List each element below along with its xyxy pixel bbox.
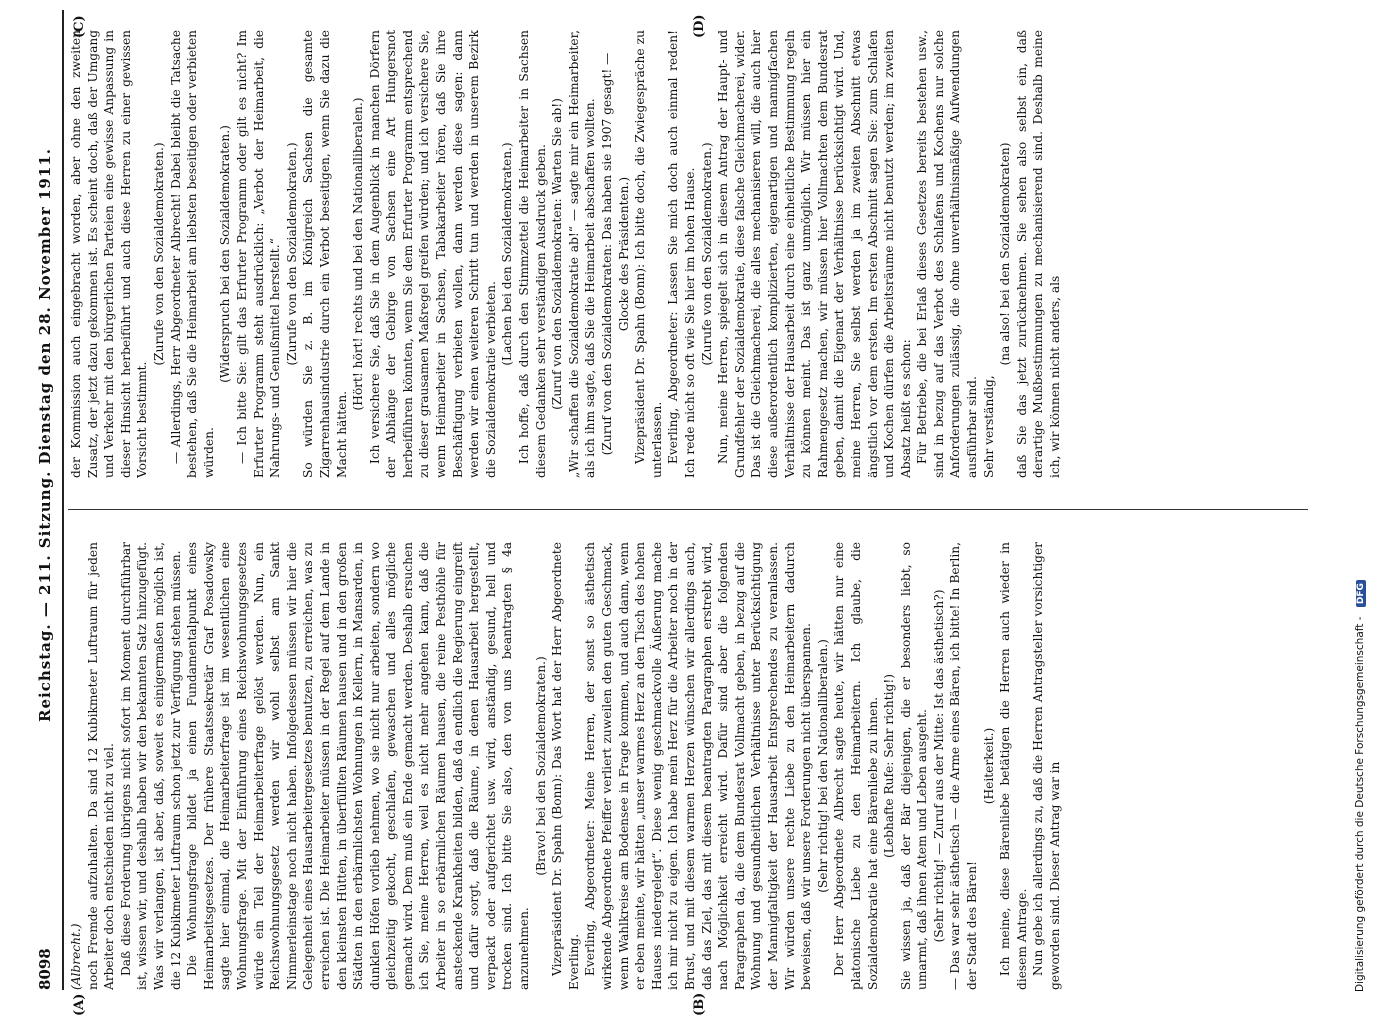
paragraph: (Heiterkeit.) bbox=[981, 727, 996, 805]
paragraph: (Zuruf von den Sozialdemokraten: Das haben sie 1907 gesagt! — Glocke des Präsidenten.) bbox=[600, 52, 631, 456]
rotated-page bbox=[32, 10, 1332, 1016]
paragraph: Vizepräsident Dr. Spahn (Bonn): Das Wort hat der Herr Abgeordnete Everling. bbox=[550, 542, 581, 990]
paragraph: (Bravo! bei den Sozialdemokraten.) bbox=[533, 656, 548, 876]
paragraph: (Lebhafte Rufe: Sehr richtig!) bbox=[882, 674, 897, 858]
paragraph: Everling, Abgeordneter: Lassen Sie mich doch auch einmal reden! Ich rede nicht so oft wie Sie hier im hohen Hause. bbox=[666, 30, 697, 478]
paragraph: daß Sie das jetzt zurücknehmen. Sie sehen also selbst ein, daß derartige Mußbestimmungen zu mechanisierend sind. Deshalb meine ich, wir können nicht anders, als bbox=[1014, 30, 1063, 478]
paragraph: Everling, Abgeordneter: Meine Herren, der sonst so ästhetisch wirkende Abgeordnete Pfeiffer verliert zuweilen den guten Geschmack, wenn Wahlkreise am Bodensee in Frage kommen, und auch dann, wenn er eben meinte, wir hätten „unser warmes Herz an den Tisch des hohen Hauses niedergelegt“. Diese wenig geschmackvolle Äußerung mache ich mir nicht zu eigen. Ich habe mein Herz für die Arbeiter noch in der Brust, und mit diesem warmen Herzen wünschen wir allerdings auch, daß das Ziel, das mit diesem beantragten Paragraphen erstrebt wird, nach Möglichkeit erreicht wird. Dafür sind aber die folgenden Paragraphen da, die dem Bundesrat Vollmacht geben, in bezug auf die Wohnung und gesundheitlichen Verhältnisse unter Berücksichtigung der Mannigfaltigkeit der Hausarbeit Entsprechendes zu veranlassen. Wir würden unsere rechte Liebe zu den Heimarbeitern dadurch beweisen, daß wir unsere Forderungen nicht überspannen. bbox=[583, 542, 814, 990]
page-header bbox=[32, 10, 64, 990]
digitization-note bbox=[1340, 8, 1380, 992]
paragraph: Sehr verständig, bbox=[981, 375, 996, 478]
margin-mark-a: (A) bbox=[72, 993, 87, 1016]
paragraph: — Das war sehr ästhetisch — die Arme eines Bären, ich bitte! In Berlin, der Stadt des Bären! bbox=[948, 542, 980, 990]
page-number: 8098 bbox=[36, 948, 54, 990]
paragraph: (na also! bei den Sozialdemokraten) bbox=[998, 142, 1013, 366]
paragraph: Für Betriebe, die bei Erlaß dieses Gesetzes bereits bestehen usw., sind in bezug auf das Verbot des Schlafens und Kochens nur solche Anforderungen zulässig, die ohne unverhältnismäßige Aufwendungen ausführbar sind. bbox=[915, 30, 980, 478]
paragraph: — Allerdings, Herr Abgeordneter Albrecht! Dabei bleibt die Tatsache bestehen, daß Sie die Heimarbeit am liebsten beseitigen oder verbieten würden. bbox=[168, 30, 216, 478]
paragraph: Ich meine, diese Bärenliebe betätigen die Herren auch wieder in diesem Antrage. bbox=[998, 542, 1029, 990]
paragraph: So würden Sie z. B. im Königreich Sachsen die gesamte Zigarrenhausindustrie durch ein Verbot beseitigen, wenn Sie dazu die Macht hätten. bbox=[301, 30, 349, 478]
paragraph: (Hört! hört! rechts und bei den Nationalliberalen.) bbox=[351, 97, 366, 411]
margin-mark-b: (B) bbox=[692, 992, 707, 1016]
paragraph: (Lachen bei den Sozialdemokraten.) bbox=[500, 142, 515, 366]
paragraph: (Zurufe von den Sozialdemokraten.) bbox=[699, 142, 714, 366]
paragraph: (Albrecht.) bbox=[69, 923, 83, 990]
paragraph: „Wir schaffen die Sozialdemokratie ab!“ — sagte mir ein Heimarbeiter, als ich ihm sagte, daß Sie die Heimarbeit abschaffen wollten. bbox=[566, 30, 598, 478]
paragraph: (Widerspruch bei den Sozialdemokraten.) bbox=[218, 125, 233, 383]
paragraph: (Sehr richtig! bei den Nationalliberalen.) bbox=[815, 639, 830, 893]
left-column bbox=[68, 542, 1308, 990]
paragraph: noch Fremde aufzuhalten. Da sind 12 Kubikmeter Luftraum für jeden Arbeiter doch entschieden nicht zu viel. bbox=[85, 542, 117, 990]
paragraph: Vizepräsident Dr. Spahn (Bonn): Ich bitte doch, die Zwiegespräche zu unterlassen. bbox=[633, 30, 664, 478]
margin-mark-c: (C) bbox=[72, 15, 87, 38]
paragraph: der Kommission auch eingebracht worden, aber ohne den zweiten Zusatz, der jetzt dazu gekommen ist. Es scheint doch, daß der Umgang und Verkehr mit den bürgerlichen Parteien eine gewisse Anpassung in dieser Hinsicht herbeiführt und auch diese Herren zu einer gewissen Vorsicht bestimmt. bbox=[69, 30, 150, 478]
paragraph: (Zurufe von den Sozialdemokraten.) bbox=[151, 142, 166, 366]
dfg-logo: DFG bbox=[1356, 580, 1366, 607]
right-column bbox=[68, 30, 1308, 478]
paragraph: — Ich bitte Sie: gilt das Erfurter Programm oder gilt es nicht? Im Erfurter Programm steht ausdrücklich: „Verbot der Heimarbeit, die Nahrungs- und Genußmittel herstellt.“ bbox=[234, 30, 283, 478]
paragraph: Der Herr Abgeordnete Albrecht sagte heute, wir hätten nur eine platonische Liebe zu den Heimarbeitern. Ich glaube, die Sozialdemokratie hat eine Bärenliebe zu ihnen. bbox=[832, 542, 880, 990]
paragraph: Die Wohnungsfrage bildet ja einen Fundamentalpunkt eines Heimarbeitsgesetzes. Der frühere Staatssekretär Graf Posadowsky sagte hier einmal, die Heimarbeiterfrage ist im wesentlichen eine Wohnungsfrage. Mit der Einführung eines Reichswohnungsgesetzes würde ein Teil der Heimarbeiterfrage gelöst werden. Nun, ein Reichswohnungsgesetz werden wir wohl selbst am Sankt Nimmerleinstage noch nicht haben. Infolgedessen müssen wir hier die Gelegenheit eines Hausarbeitergesetzes benutzen, zu erreichen, was zu erreichen ist. Die Heimarbeiter müssen in der Regel auf dem Lande in den kleinsten Hütten, in überfüllten Räumen hausen und in den großen Städten in den erbärmlichsten Wohnungen in Kellern, in Mansarden, in dunklen Höfen vorlieb nehmen, wo sie nicht nur arbeiten, sondern wo gleichzeitig gekocht, geschlafen, gewaschen und alles mögliche gemacht wird. Dem muß ein Ende gemacht werden. Deshalb ersuchen ich Sie, meine Herren, weil es nicht mehr angehen kann, daß die Arbeiter in so erbärmlichen Räumen hausen, die reine Pesthöhle für ansteckende Krankheiten bilden, daß da endlich die Regierung eingreift und dafür sorgt, daß die Räume, in denen Hausarbeit hergestellt, verpackt oder aufgerichtet usw. wird, anständig, gesund, hell und trocken sind. Ich bitte Sie also, den von uns beantragten § 4a anzunehmen. bbox=[185, 542, 532, 990]
paragraph: Nun gebe ich allerdings zu, daß die Herren Antragsteller vorsichtiger geworden sind. Dieser Antrag war in bbox=[1031, 542, 1063, 990]
margin-mark-d: (D) bbox=[692, 14, 707, 38]
digitization-text: Digitalisierung gefördert durch die Deutsche Forschungsgemeinschaft - bbox=[1354, 616, 1366, 992]
paragraph: Daß diese Forderung übrigens nicht sofort im Moment durchführbar ist, wissen wir, und deshalb haben wir den bekannten Satz hinzugefügt. Was wir verlangen, ist aber, daß, soweit es einigermaßen möglich ist, die 12 Kubikmeter Luftraum schon jetzt zur Verfügung stehen müssen. bbox=[118, 542, 183, 990]
paragraph: (Zurufe von den Sozialdemokraten.) bbox=[284, 142, 299, 366]
paragraph: Ich versichere Sie, daß Sie in dem Augenblick in manchen Dörfern der Abhänge der Gebirge von Sachsen eine Art Hungersnot herbeiführen könnten, wenn Sie dem Erfurter Programm entsprechend zu dieser grausamen Maßregel greifen würden; und ich versichere Sie, wenn Heimarbeiter in Sachsen, Tabakarbeiter hören, daß Sie ihre Beschäftigung verbieten wollen, dann werden diese sagen: dann werden wir einen weiteren Schritt tun und werden in unserem Bezirk die Sozialdemokratie verbieten. bbox=[367, 30, 498, 478]
paragraph: Nun, meine Herren, spiegelt sich in diesem Antrag der Haupt- und Grundfehler der Sozialdemokratie, diese falsche Gleichmacherei, wider. Das ist die Gleichmacherei, die alles mechanisieren will, die auch hier diese außerordentlich komplizierten, eigenartigen und mannigfachen Verhältnisse der Hausarbeit durch eine einheitliche Bestimmung regeln zu können meint. Das ist ganz unmöglich. Wir müssen hier ein Rahmengesetz machen, wir müssen hier Vollmachten dem Bundesrat geben, damit die Eigenart der Verhältnisse berücksichtigt wird. Und, meine Herren, Sie selbst werden ja im zweiten Abschnitt etwas ängstlich vor dem ersten. Im ersten Abschnitt sagen Sie: zum Schlafen und Kochen dürfen die Arbeitsräume nicht benutzt werden; im zweiten Absatz heißt es schon: bbox=[716, 30, 913, 478]
paragraph: Ich hoffe, daß durch den Stimmzettel die Heimarbeiter in Sachsen diesem Gedanken sehr verständigen Ausdruck geben. bbox=[517, 30, 548, 478]
header-title: Reichstag. — 211. Sitzung. Dienstag den 28. November 1911. bbox=[36, 148, 54, 722]
column-divider bbox=[68, 509, 1308, 510]
paragraph: Sie wissen ja, daß der Bär diejenigen, die er besonders liebt, so umarmt, daß ihnen Atem und Leben ausgeht. bbox=[898, 542, 930, 990]
paragraph: (Zuruf von den Sozialdemokraten: Warten Sie ab!) bbox=[550, 98, 565, 410]
paragraph: (Sehr richtig! — Zuruf aus der Mitte: Ist das ästhetisch?) bbox=[931, 589, 946, 943]
